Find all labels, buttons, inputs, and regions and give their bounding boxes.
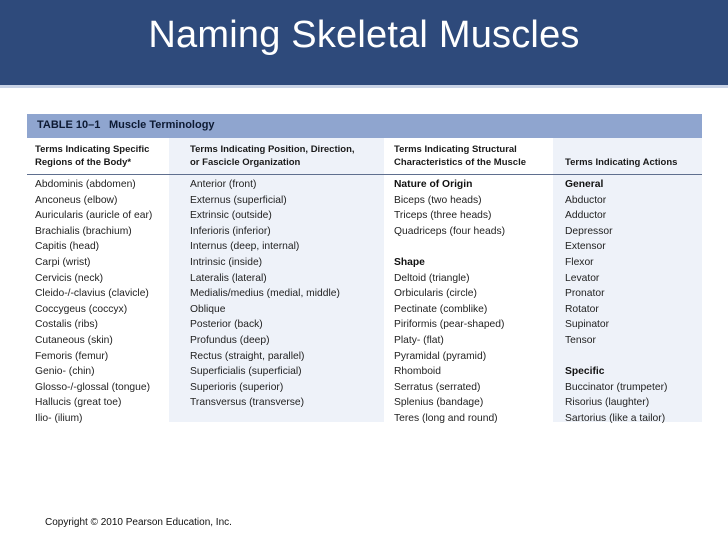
table-number: TABLE 10–1 — [37, 119, 101, 131]
column-actions — [565, 177, 667, 427]
table-cell: Ilio- (ilium) — [35, 412, 83, 424]
table-cell: Adductor — [565, 210, 607, 222]
table-section-heading: Specific — [565, 366, 605, 378]
table-cell: Cutaneous (skin) — [35, 334, 113, 346]
copyright-notice: Copyright © 2010 Pearson Education, Inc. — [45, 517, 232, 528]
column-header-regions: Terms Indicating Specific Regions of the Body* — [35, 144, 150, 168]
table-cell: Lateralis (lateral) — [190, 272, 267, 284]
table-cell: Capitis (head) — [35, 241, 100, 253]
table-cell: Anterior (front) — [190, 179, 257, 190]
table-cell: Rotator — [565, 303, 599, 315]
table-cell: Pectinate (comblike) — [394, 303, 488, 315]
table-cell: Profundus (deep) — [190, 334, 270, 346]
table-cell: Orbicularis (circle) — [394, 288, 477, 300]
table-cell: Extensor — [565, 241, 606, 253]
table-cell: Glosso-/-glossal (tongue) — [35, 381, 151, 393]
table-cell: Piriformis (pear-shaped) — [394, 319, 505, 331]
table-cell: Internus (deep, internal) — [190, 241, 300, 253]
table-cell: Risorius (laughter) — [565, 397, 650, 409]
table-cell: Cervicis (neck) — [35, 272, 104, 284]
table-cell: Intrinsic (inside) — [190, 256, 263, 268]
table-cell: Buccinator (trumpeter) — [565, 381, 668, 393]
column-header-actions: Terms Indicating Actions — [565, 157, 678, 168]
table-cell: Supinator — [565, 319, 610, 331]
table-cell: Posterior (back) — [190, 319, 263, 331]
table-cell: Abdominis (abdomen) — [35, 179, 136, 190]
table-cell: Genio- (chin) — [35, 366, 95, 378]
table-cell: Teres (long and round) — [394, 412, 498, 424]
table-cell: Extrinsic (outside) — [190, 210, 272, 222]
table-cell: Brachialis (brachium) — [35, 225, 132, 237]
column-position — [190, 177, 340, 411]
table-section-heading: Nature of Origin — [394, 179, 473, 190]
title-bar — [0, 0, 728, 88]
column-structure — [394, 177, 505, 427]
table-cell: Serratus (serrated) — [394, 381, 481, 393]
table-cell — [565, 349, 667, 365]
table-cell: Carpi (wrist) — [35, 256, 91, 268]
table-cell: Splenius (bandage) — [394, 397, 484, 409]
table-cell: Cleido-/-clavius (clavicle) — [35, 288, 149, 300]
table-cell: Hallucis (great toe) — [35, 397, 122, 409]
table-cell: Depressor — [565, 225, 613, 237]
table-cell: Anconeus (elbow) — [35, 194, 118, 206]
table-cell: Medialis/medius (medial, middle) — [190, 288, 340, 300]
table-cell: Pyramidal (pyramid) — [394, 350, 487, 362]
table-cell: Biceps (two heads) — [394, 194, 482, 206]
table-cell: Femoris (femur) — [35, 350, 109, 362]
table-cell: Levator — [565, 272, 600, 284]
table-cell: Transversus (transverse) — [190, 397, 305, 409]
table-cell: Sartorius (like a tailor) — [565, 412, 666, 424]
table-cell: Coccygeus (coccyx) — [35, 303, 128, 315]
column-header-structure: Terms Indicating Structural Characteristics of the Muscle — [394, 144, 526, 168]
table-cell: Quadriceps (four heads) — [394, 225, 506, 237]
table-caption — [27, 114, 702, 138]
table-cell: Superioris (superior) — [190, 381, 284, 393]
table-name: Muscle Terminology — [109, 119, 215, 131]
table-cell: Superficialis (superficial) — [190, 366, 302, 378]
table-cell — [394, 239, 505, 255]
table-cell: Oblique — [190, 303, 226, 315]
slide-title: Naming Skeletal Muscles — [148, 14, 580, 56]
table-cell: Rectus (straight, parallel) — [190, 350, 305, 362]
table-cell: Rhomboid — [394, 366, 441, 378]
table-cell: Triceps (three heads) — [394, 210, 492, 222]
header-divider — [27, 174, 702, 175]
table-cell: Pronator — [565, 288, 605, 300]
column-header-position: Terms Indicating Position, Direction, or Fascicle Organization — [190, 144, 355, 168]
table-cell: Abductor — [565, 194, 607, 206]
table-cell: Auricularis (auricle of ear) — [35, 210, 153, 222]
table-cell: Flexor — [565, 256, 594, 268]
table-cell: Costalis (ribs) — [35, 319, 98, 331]
table-cell: Externus (superficial) — [190, 194, 287, 206]
column-regions — [35, 177, 152, 427]
table-cell: Tensor — [565, 334, 596, 346]
table-section-heading: General — [565, 179, 604, 190]
table-section-heading: Shape — [394, 256, 425, 268]
table-cell: Inferioris (inferior) — [190, 225, 271, 237]
table-cell: Platy- (flat) — [394, 334, 444, 346]
muscle-terminology-table — [27, 114, 702, 422]
table-cell: Deltoid (triangle) — [394, 272, 470, 284]
